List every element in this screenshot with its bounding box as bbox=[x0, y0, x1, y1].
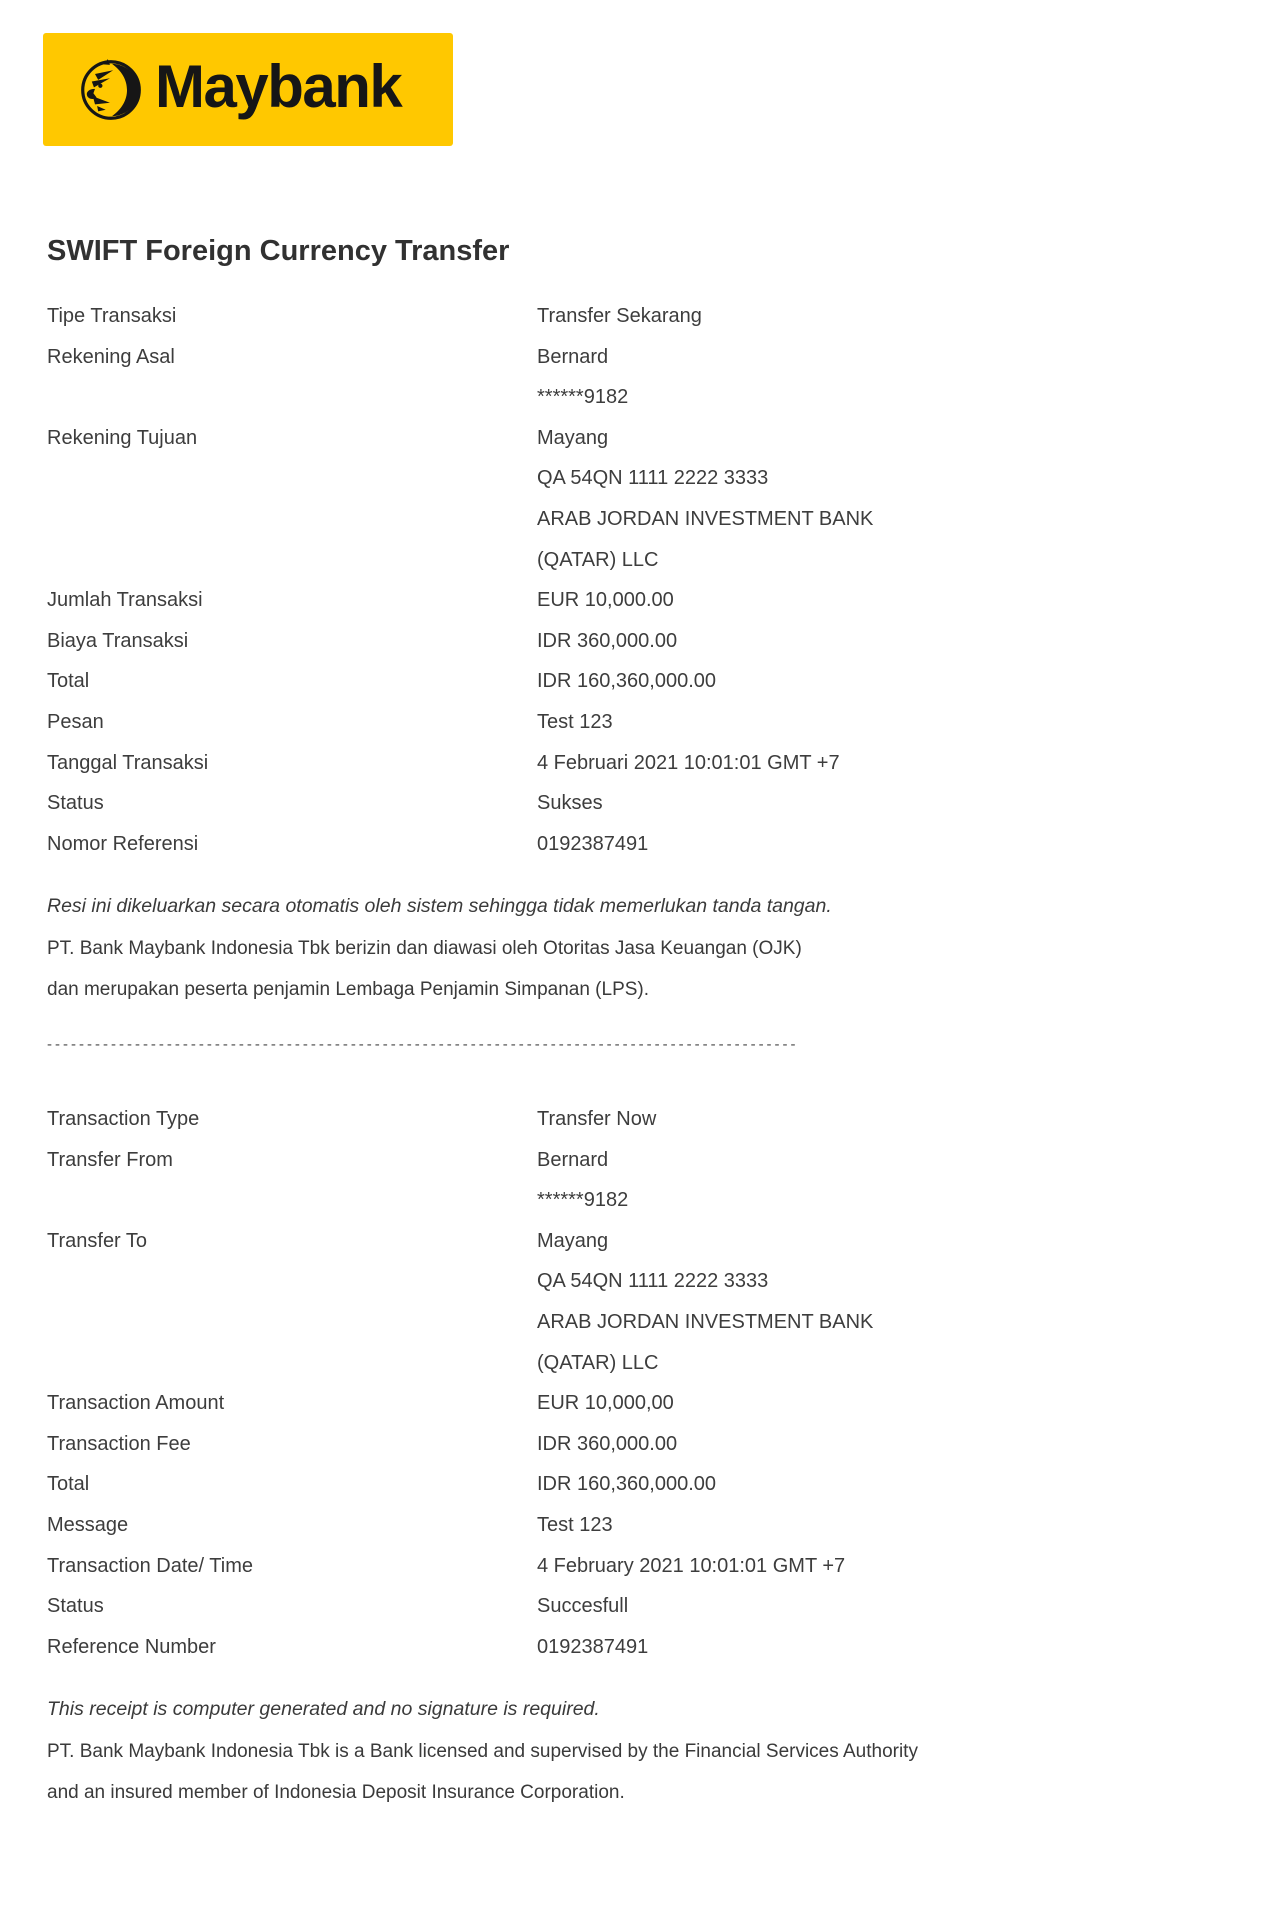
row-reference-number bbox=[47, 1627, 1233, 1668]
field-label: Transaction Fee bbox=[47, 1432, 191, 1455]
field-value: EUR 10,000,00 bbox=[537, 1392, 674, 1415]
field-label: Transaction Date/ Time bbox=[47, 1554, 254, 1577]
field-label: Tipe Transaksi bbox=[47, 305, 177, 327]
field-label: Tanggal Transaksi bbox=[47, 751, 209, 774]
row-nomor-referensi bbox=[47, 824, 1233, 865]
row-biaya-transaksi bbox=[47, 621, 1233, 662]
field-value: 0192387491 bbox=[537, 832, 649, 855]
regulatory-note-en: PT. Bank Maybank Indonesia Tbk is a Bank licensed and supervised by the Financial Services Authority and an insured member of Indonesia Deposit Insurance Corporation. bbox=[47, 1741, 918, 1803]
row-message bbox=[47, 1505, 1233, 1546]
field-label: Rekening Tujuan bbox=[47, 426, 198, 449]
field-label: Total bbox=[47, 1473, 90, 1496]
row-pesan bbox=[47, 702, 1233, 743]
section-english bbox=[47, 1099, 1233, 1667]
field-value: IDR 360,000.00 bbox=[537, 1432, 678, 1455]
maybank-wordmark: Maybank bbox=[155, 52, 402, 120]
field-value: Test 123 bbox=[537, 710, 613, 733]
field-label: Biaya Transaksi bbox=[47, 629, 189, 652]
row-transaction-type bbox=[47, 1099, 1233, 1140]
field-value: Mayang QA 54QN 1111 2222 3333 ARAB JORDAN INVESTMENT BANK (QATAR) LLC bbox=[537, 426, 874, 571]
field-value: EUR 10,000.00 bbox=[537, 589, 674, 612]
row-total bbox=[47, 661, 1233, 702]
field-label: Message bbox=[47, 1514, 129, 1537]
row-rekening-asal bbox=[47, 337, 1233, 418]
section-indonesian bbox=[47, 296, 1233, 864]
field-value: 0192387491 bbox=[537, 1635, 649, 1658]
maybank-tiger-icon bbox=[79, 58, 143, 122]
field-label: Pesan bbox=[47, 710, 104, 733]
field-label: Jumlah Transaksi bbox=[47, 589, 203, 612]
row-rekening-tujuan bbox=[47, 418, 1233, 580]
row-total-en bbox=[47, 1464, 1233, 1505]
field-label: Reference Number bbox=[47, 1635, 216, 1658]
page-title: SWIFT Foreign Currency Transfer bbox=[47, 235, 510, 267]
row-status bbox=[47, 783, 1233, 824]
field-value: 4 Februari 2021 10:01:01 GMT +7 bbox=[537, 751, 840, 774]
section-divider: ---------------------------------------------------------------------------------------------- bbox=[47, 1036, 799, 1054]
maybank-logo bbox=[43, 33, 453, 146]
field-value: 4 February 2021 10:01:01 GMT +7 bbox=[537, 1554, 846, 1577]
field-value: Transfer Now bbox=[537, 1108, 657, 1131]
field-label: Total bbox=[47, 670, 90, 693]
field-value: Transfer Sekarang bbox=[537, 305, 702, 327]
row-transaction-amount bbox=[47, 1383, 1233, 1424]
field-value: Bernard ******9182 bbox=[537, 1148, 629, 1212]
auto-generated-note-id: Resi ini dikeluarkan secara otomatis oleh sistem sehingga tidak memerlukan tanda tangan. bbox=[47, 895, 832, 918]
auto-generated-note-en: This receipt is computer generated and no signature is required. bbox=[47, 1698, 600, 1721]
row-tipe-transaksi bbox=[47, 296, 1233, 337]
field-value: IDR 160,360,000.00 bbox=[537, 1473, 717, 1496]
regulatory-note-id: PT. Bank Maybank Indonesia Tbk berizin dan diawasi oleh Otoritas Jasa Keuangan (OJK) dan merupakan peserta penjamin Lembaga Penjamin Simpanan (LPS). bbox=[47, 937, 802, 1000]
field-value: Test 123 bbox=[537, 1514, 613, 1537]
field-label: Nomor Referensi bbox=[47, 832, 199, 855]
field-value: Mayang QA 54QN 1111 2222 3333 ARAB JORDAN INVESTMENT BANK (QATAR) LLC bbox=[537, 1229, 874, 1374]
field-value: IDR 160,360,000.00 bbox=[537, 670, 717, 693]
row-transaction-fee bbox=[47, 1424, 1233, 1465]
row-transaction-datetime bbox=[47, 1546, 1233, 1587]
field-label: Transaction Type bbox=[47, 1108, 200, 1131]
field-label: Transaction Amount bbox=[47, 1392, 225, 1415]
field-label: Transfer To bbox=[47, 1229, 148, 1252]
field-label: Rekening Asal bbox=[47, 345, 175, 368]
field-label: Status bbox=[47, 792, 104, 815]
field-value: Sukses bbox=[537, 792, 603, 815]
field-label: Transfer From bbox=[47, 1148, 173, 1171]
row-status-en bbox=[47, 1586, 1233, 1627]
row-tanggal-transaksi bbox=[47, 743, 1233, 784]
field-value: IDR 360,000.00 bbox=[537, 629, 678, 652]
row-jumlah-transaksi bbox=[47, 580, 1233, 621]
field-value: Bernard ******9182 bbox=[537, 345, 629, 409]
field-value: Succesfull bbox=[537, 1595, 629, 1618]
field-label: Status bbox=[47, 1595, 104, 1618]
row-transfer-from bbox=[47, 1140, 1233, 1221]
row-transfer-to bbox=[47, 1221, 1233, 1383]
